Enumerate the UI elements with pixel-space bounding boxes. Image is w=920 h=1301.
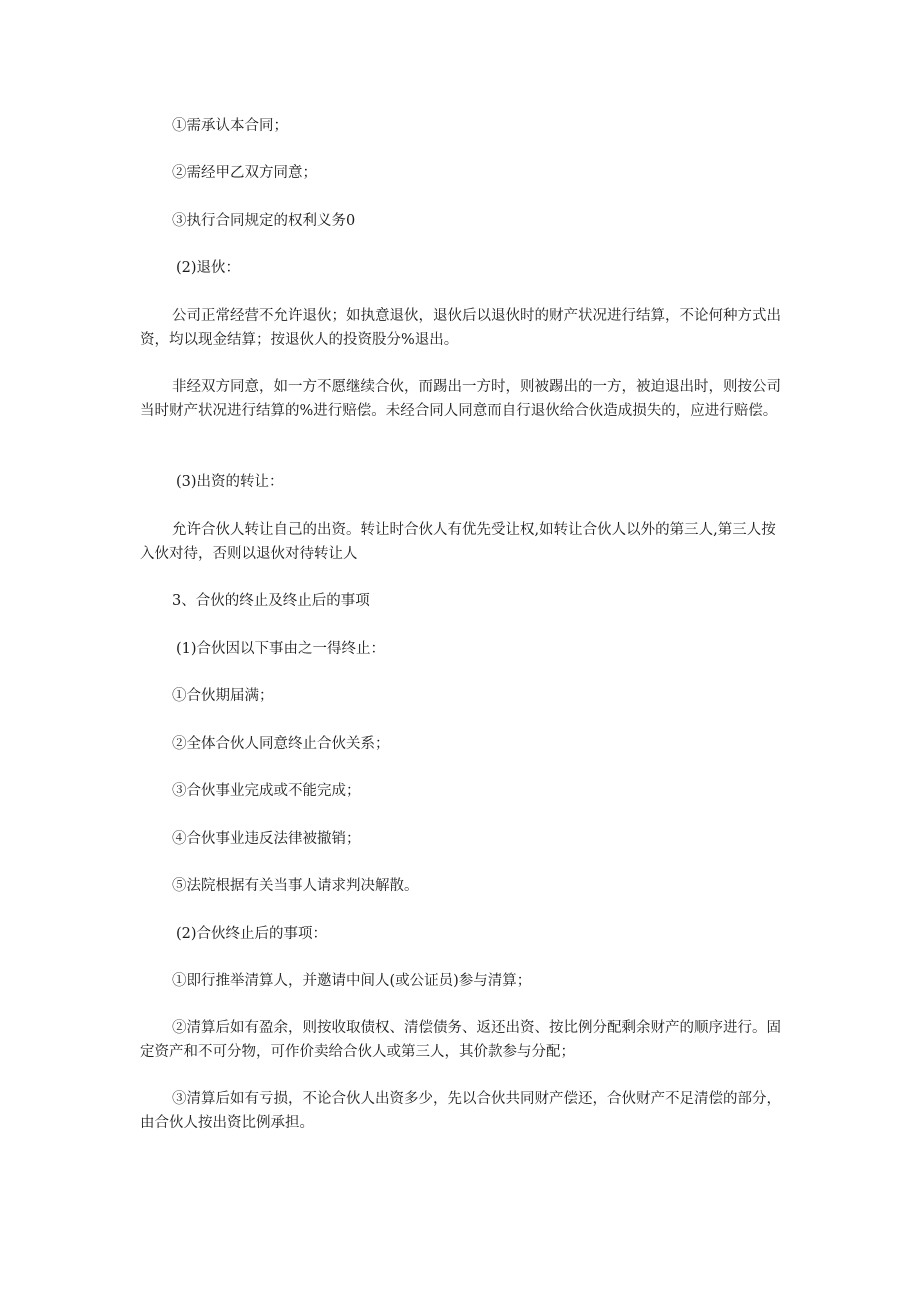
termination-cause-1: ①合伙期届满； [172,688,274,704]
paragraph-transfer-rules: 允许合伙人转让自己的出资。转让时合伙人有优先受让权,如转让合伙人以外的第三人,第三人按入伙对待，否则以退伙对待转让人 [140,522,776,562]
section-heading-transfer: (3)出资的转让： [176,474,284,490]
paragraph-expulsion-rules: 非经双方同意，如一方不愿继续合伙，而踢出一方时，则被踢出的一方，被迫退出时，则按公司当时财产状况进行结算的%进行赔偿。未经合同人同意而自行退伙给合伙造成损失的，应进行赔偿。 [140,379,781,419]
termination-cause-2: ②全体合伙人同意终止合伙关系； [172,736,390,752]
paragraph-item-2: ②需经甲乙双方同意； [172,165,317,181]
termination-cause-5: ⑤法院根据有关当事人请求判决解散。 [172,878,419,894]
subsection-heading-after-termination: (2)合伙终止后的事项： [176,926,328,942]
paragraph-item-1: ①需承认本合同； [172,118,288,134]
section-heading-termination: 3、合伙的终止及终止后的事项 [172,593,370,609]
after-termination-item-2: ②清算后如有盈余，则按收取债权、清偿债务、返还出资、按比例分配剩余财产的顺序进行。固定资产和不可分物，可作价卖给合伙人或第三人，其价款参与分配； [140,1020,781,1060]
section-heading-withdrawal: (2)退伙： [176,260,241,276]
after-termination-item-3: ③清算后如有亏损，不论合伙人出资多少，先以合伙共同财产偿还，合伙财产不足清偿的部分，由合伙人按出资比例承担。 [140,1091,781,1131]
paragraph-withdrawal-rules: 公司正常经营不允许退伙；如执意退伙，退伙后以退伙时的财产状况进行结算，不论何种方式出资，均以现金结算；按退伙人的投资股分%退出。 [140,308,781,348]
termination-cause-3: ③合伙事业完成或不能完成； [172,783,361,799]
after-termination-item-1: ①即行推举清算人，并邀请中间人(或公证员)参与清算； [172,973,532,989]
subsection-heading-termination-causes: (1)合伙因以下事由之一得终止： [176,641,386,657]
paragraph-item-3: ③执行合同规定的权利义务0 [172,213,356,229]
termination-cause-4: ④合伙事业违反法律被撤销； [172,831,361,847]
